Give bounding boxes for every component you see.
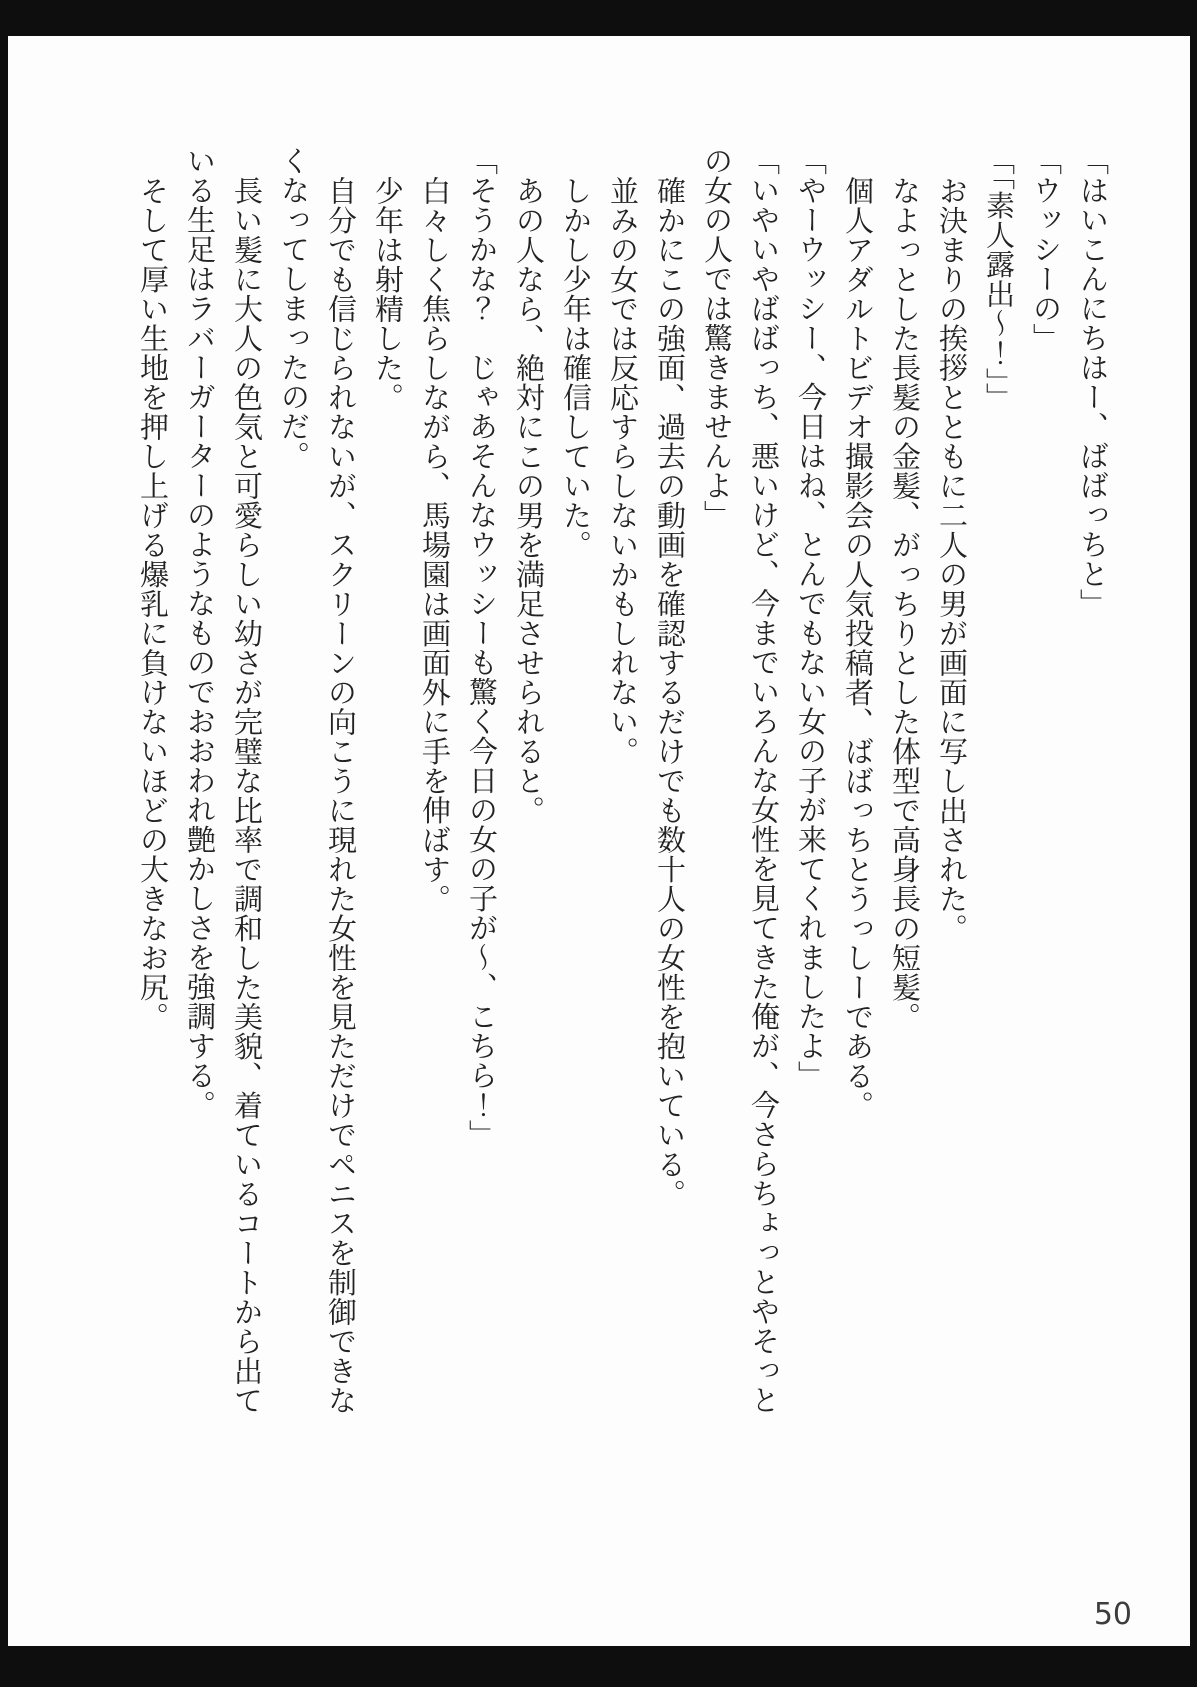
text-line: あの人なら、絶対にこの男を満足させられると。 xyxy=(512,176,546,825)
text-line: しかし少年は確信していた。 xyxy=(559,176,593,560)
text-line: そして厚い生地を押し上げる爆乳に負けないほどの大きなお尻。 xyxy=(136,176,170,1032)
page-text xyxy=(48,146,1116,1418)
text-line: 確かにこの強面、過去の動画を確認するだけでも数十人の女性を抱いている。 xyxy=(653,176,687,1209)
text-line: 白々しく焦らしながら、馬場園は画面外に手を伸ばす。 xyxy=(418,176,452,914)
page-number: 50 xyxy=(1093,1597,1132,1632)
text-line: 「そうかな？ じゃあそんなウッシーも驚く今日の女の子が〜、こちら！」 xyxy=(465,146,499,1149)
text-line: 少年は射精した。 xyxy=(371,176,405,412)
text-line: 「いやいやばばっち、悪いけど、今までいろんな女性を見てきた俺が、今さらちょっとやそっとの女の人では驚きませんよ」 xyxy=(700,146,781,1415)
text-line: 長い髪に大人の色気と可愛らしい幼さが完璧な比率で調和した美貌、着ているコートから出ている生足はラバーガーターのようなものでおおわれ艶かしさを強調する。 xyxy=(183,146,264,1415)
text-line: 自分でも信じられないが、スクリーンの向こうに現れた女性を見ただけでペニスを制御できなくなってしまったのだ。 xyxy=(277,146,358,1415)
book-page xyxy=(8,36,1190,1646)
text-line: お決まりの挨拶とともに二人の男が画面に写し出された。 xyxy=(935,176,969,943)
text-line: 「やーウッシー、今日はね、とんでもない女の子が来てくれましたよ」 xyxy=(794,146,828,1090)
text-line: 「ウッシーの」 xyxy=(1029,146,1063,353)
text-line: なよっとした長髪の金髪、がっちりとした体型で高身長の短髪。 xyxy=(888,176,922,1032)
text-line: 「「素人露出〜！」」 xyxy=(982,146,1016,412)
text-line: 「はいこんにちはー、ばばっちと」 xyxy=(1076,146,1110,618)
text-line: 個人アダルトビデオ撮影会の人気投稿者、ばばっちとうっしーである。 xyxy=(841,176,875,1120)
text-line: 並みの女では反応すらしないかもしれない。 xyxy=(606,176,640,766)
